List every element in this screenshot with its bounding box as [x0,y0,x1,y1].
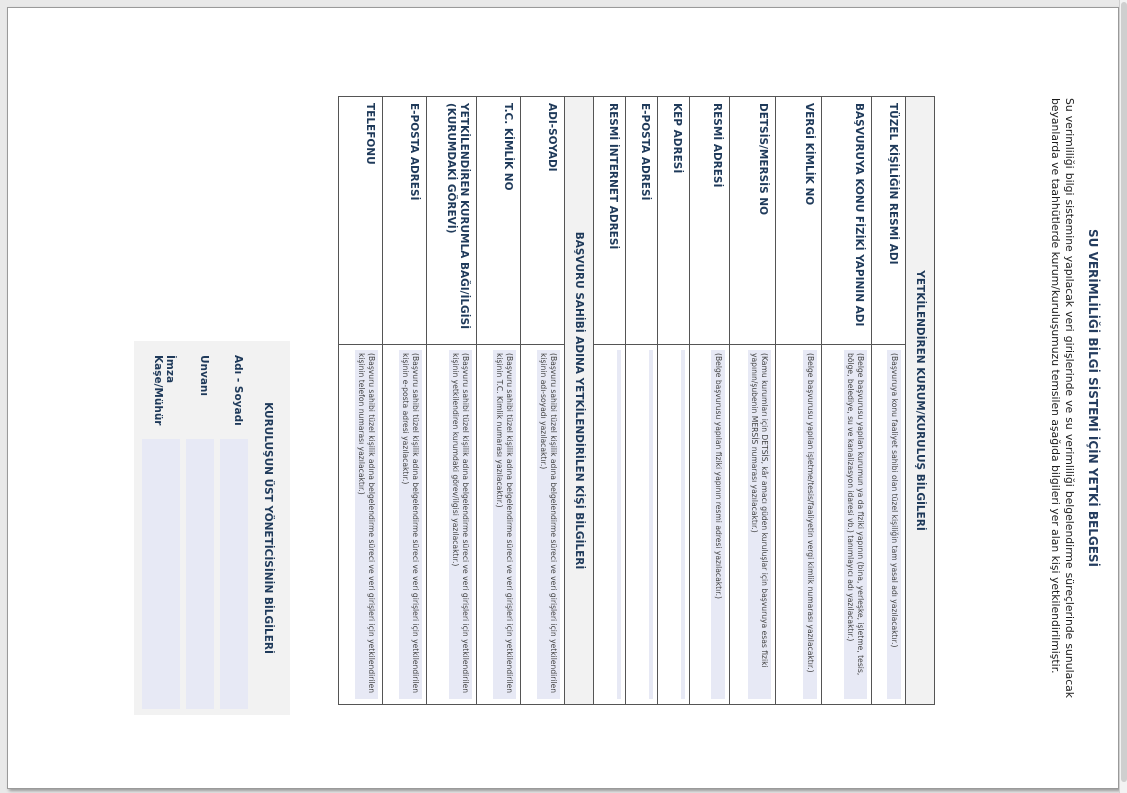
field-hint: (Belge başvurusu yapılan fiziki yapının resmi adresi yazılacaktır.) [712,350,726,699]
field-label: VERGİ KİMLİK NO [776,97,822,345]
section-header-row [906,97,935,705]
form-row [521,97,565,705]
field-hint: (Başvuru sahibi tüzel kişilik adına belgelendirme süreci ve veri girişleri için yetkilendirilen kişinin T.C. Kimlik numarası yazılacaktır.) [493,350,516,699]
field-hint: (Başvuru sahibi tüzel kişilik adına belgelendirme süreci ve veri girişleri için yetkilendirilen kişinin telefon numarası yazılacaktır.) [355,350,378,699]
form-row [477,97,521,705]
executive-info-box [134,341,290,715]
form-row [594,97,626,705]
field-label: E-POSTA ADRESİ [383,97,427,345]
field-label: RESMİ İNTERNET ADRESİ [594,97,626,345]
form-row [822,97,872,705]
field-input[interactable] [383,345,427,705]
sign-row-name [216,341,250,715]
field-input[interactable] [427,345,477,705]
form-row [776,97,822,705]
document-page [7,7,1119,789]
field-hint: (Başvuru sahibi tüzel kişilik adına belgelendirme süreci ve veri girişleri için yetkilendirilen kişinin yetkilendiren kurumdaki görev/ilgisi yazılacaktır.) [449,350,472,699]
form-row [690,97,730,705]
sign-row-signature [142,341,182,715]
field-input[interactable] [872,345,906,705]
title-label: Unvanı [198,355,210,397]
sign-row-title [182,341,216,715]
title-field[interactable] [186,439,214,709]
authority-form-table [338,96,935,705]
field-hint [649,350,653,699]
field-label: DETSİS/MERSİS NO [730,97,776,345]
vertical-scrollbar[interactable] [1119,0,1127,793]
field-input[interactable] [626,345,658,705]
rotated-page-content [8,8,1118,788]
field-input[interactable] [477,345,521,705]
field-hint: (Başvuru sahibi tüzel kişilik adına belgelendirme süreci ve veri girişleri için yetkilendirilen kişinin adı-soyadı yazılacaktır.) [537,350,560,699]
field-label: BAŞVURUYA KONU FİZİKİ YAPININ ADI [822,97,872,345]
field-hint: (Başvuruya konu faaliyet sahibi olan tüzel kişiliğin tam yasal adı yazılacaktır.) [888,350,902,699]
scrollbar-thumb[interactable] [1121,2,1127,782]
field-label: YETKİLENDİREN KURUMLA BAĞI/İLGİSİ (KURUMDAKİ GÖREVİ) [427,97,477,345]
field-input[interactable] [521,345,565,705]
field-hint: (Başvuru sahibi tüzel kişilik adına belgelendirme süreci ve veri girişleri için yetkilendirilen kişinin e-posta adresi yazılacaktır.) [399,350,422,699]
field-input[interactable] [594,345,626,705]
field-label: ADI-SOYADI [521,97,565,345]
section2-heading: BAŞVURU SAHİBİ ADINA YETKİLENDİRİLEN KİŞİ BİLGİLERİ [565,97,594,705]
name-label: Adı - Soyadı [232,355,244,426]
field-label: T.C. KİMLİK NO [477,97,521,345]
section-header-row [565,97,594,705]
signature-label: İmza Kaşe/Mühür [152,355,176,426]
form-row [730,97,776,705]
form-row [427,97,477,705]
signature-field[interactable] [142,439,180,709]
field-input[interactable] [339,345,383,705]
field-hint: (Belge başvurusu yapılan işletme/tesis/faaliyetin vergi kimlik numarası yazılacaktır.) [804,350,818,699]
field-label: TÜZEL KİŞİLİĞİN RESMİ ADI [872,97,906,345]
field-input[interactable] [690,345,730,705]
form-row [658,97,690,705]
section3-heading: KURULUŞUN ÜST YÖNETİCİSİNİN BİLGİLERİ [262,402,274,654]
form-row [383,97,427,705]
field-hint: (Belge başvurusu yapılan kurumun ya da fiziki yapının (bina, yerleşke, işletme, tesis, bölge, belediye, su ve kanalizasyon idaresi vb.) tanımlayıcı adı yazılacaktır.) [844,350,867,699]
document-title: SU VERİMLİLİĞİ BİLGİ SİSTEMİ İÇİN YETKİ BELGESİ [1086,229,1100,567]
field-hint [681,350,685,699]
field-label: TELEFONU [339,97,383,345]
form-row [626,97,658,705]
field-hint: (Kamu kurumları için DETSİS, kâr amacı güden kuruluşlar için başvuruya esas fiziki yapının/şubenin MERSİS numarası yazılacaktır.) [748,350,771,699]
field-input[interactable] [730,345,776,705]
field-label: KEP ADRESİ [658,97,690,345]
form-row [339,97,383,705]
field-label: RESMİ ADRESİ [690,97,730,345]
form-row [872,97,906,705]
name-field[interactable] [220,439,248,709]
field-input[interactable] [776,345,822,705]
field-hint [617,350,621,699]
field-input[interactable] [658,345,690,705]
field-label: E-POSTA ADRESİ [626,97,658,345]
section1-heading: YETKİLENDİREN KURUM/KURULUŞ BİLGİLERİ [906,97,935,705]
field-input[interactable] [822,345,872,705]
intro-paragraph: Su verimliliği bilgi sistemine yapılacak veri girişlerinde ve su verimliliği belgelendirme süreçlerinde sunulacak beyanlarda ve taahhütlerde kurum/kuruluşumuzu temsilen aşağıda bilgileri yer alan kişi yetkilendirilmiştir. [1049,98,1076,698]
